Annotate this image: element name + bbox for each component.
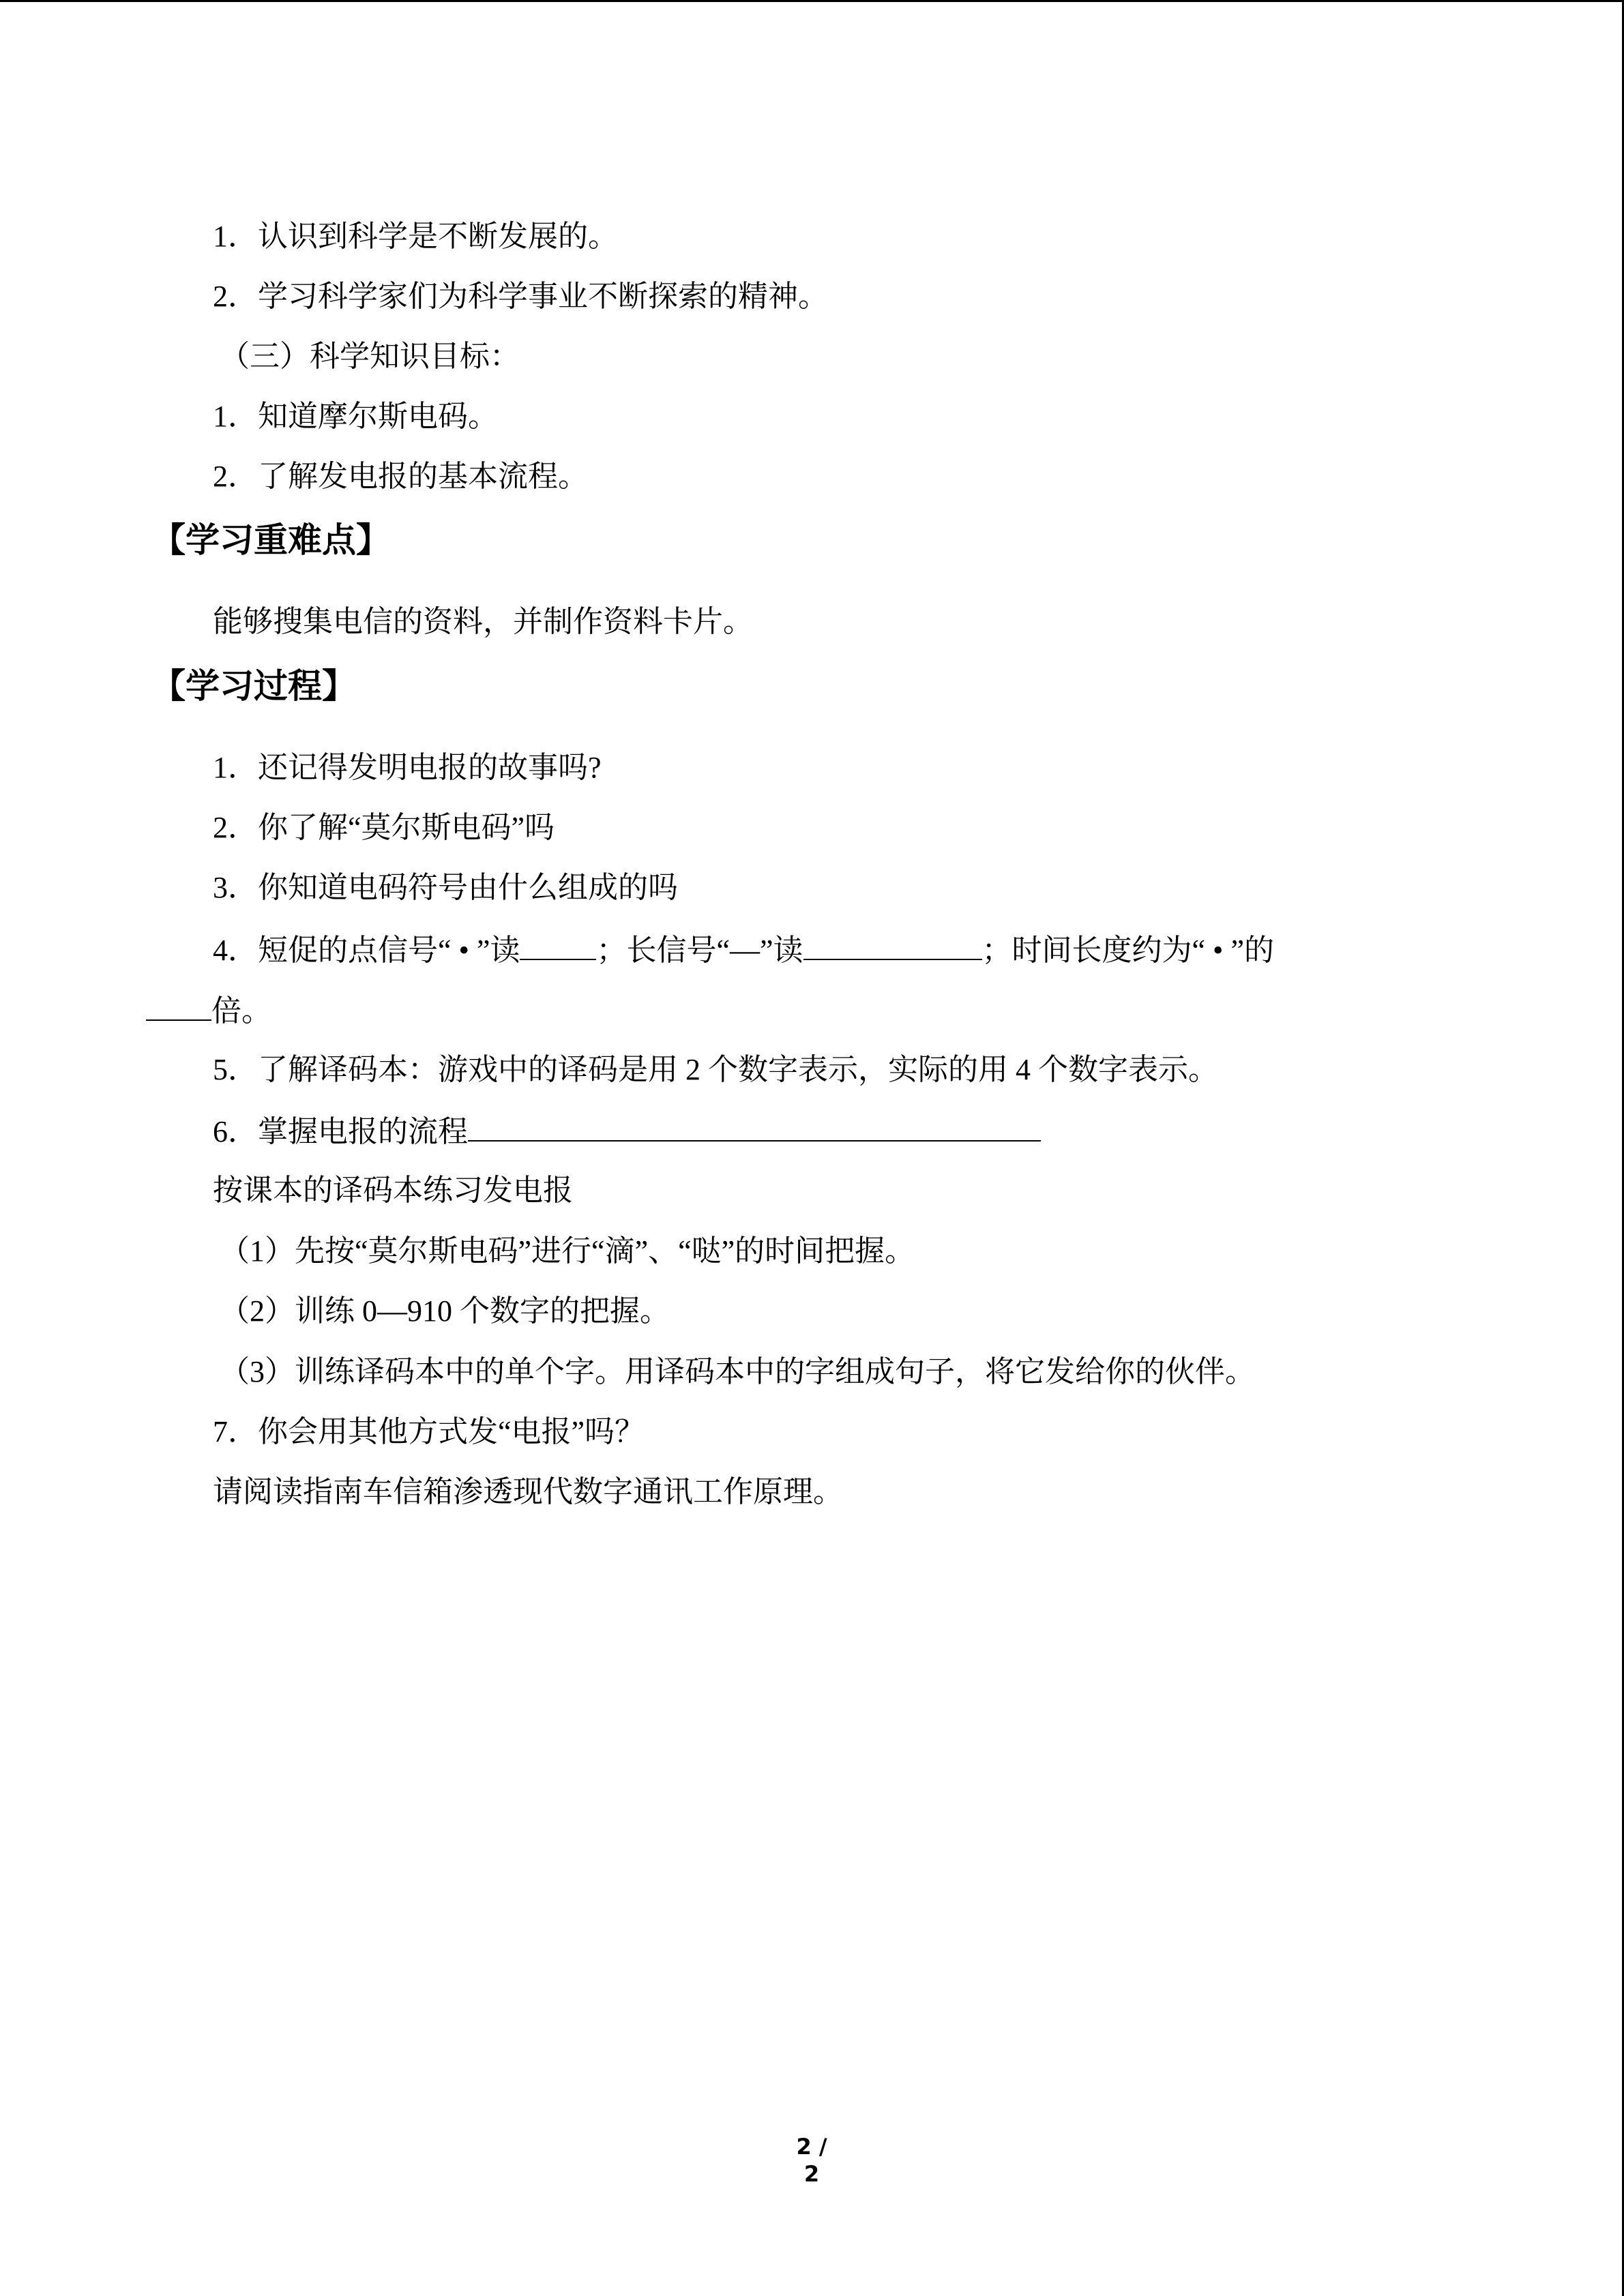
reading-suggestion: 请阅读指南车信箱渗透现代数字通讯工作原理。 [213, 1475, 843, 1508]
fill-blank-dot-reading[interactable] [520, 929, 596, 960]
page-number: 2 / 2 [796, 2134, 827, 2187]
question-4-part-d: 倍。 [211, 994, 271, 1028]
question-4-part-c: ；时间长度约为“ • ”的 [981, 934, 1274, 967]
fill-blank-multiple[interactable] [146, 989, 211, 1021]
process-question-2: 2．你了解“莫尔斯电码”吗 [213, 811, 555, 844]
practice-step-2: （2）训练 0—910 个数字的把握。 [220, 1294, 670, 1328]
fill-blank-telegram-flow[interactable] [468, 1110, 1041, 1142]
objective-item-3: 1．知道摩尔斯电码。 [213, 400, 498, 433]
process-question-3: 3．你知道电码符号由什么组成的吗 [213, 871, 678, 904]
process-question-4-continued [146, 989, 271, 1030]
process-question-1: 1．还记得发明电报的故事吗? [213, 751, 602, 784]
process-question-6 [213, 1110, 1041, 1151]
process-question-7: 7．你会用其他方式发“电报”吗？ [213, 1415, 645, 1448]
question-4-part-a: 4．短促的点信号“ • ”读 [213, 934, 520, 967]
key-points-heading: 【学习重难点】 [151, 520, 390, 560]
objective-item-1: 1．认识到科学是不断发展的。 [213, 220, 618, 253]
question-4-part-b: ；长信号“—”读 [596, 934, 803, 967]
practice-step-1: （1）先按“莫尔斯电码”进行“滴”、“哒”的时间把握。 [220, 1234, 915, 1268]
process-question-5: 5．了解译码本：游戏中的译码是用 2 个数字表示，实际的用 4 个数字表示。 [213, 1053, 1218, 1086]
practice-step-3: （3）训练译码本中的单个字。用译码本中的字组成句子，将它发给你的伙伴。 [220, 1355, 1255, 1388]
objective-subheading: （三）科学知识目标： [220, 340, 520, 373]
objective-item-2: 2．学习科学家们为科学事业不断探索的精神。 [213, 280, 828, 313]
process-heading: 【学习过程】 [151, 666, 356, 706]
fill-blank-dash-reading[interactable] [803, 929, 982, 960]
practice-instruction: 按课本的译码本练习发电报 [213, 1174, 573, 1207]
key-points-text: 能够搜集电信的资料，并制作资料卡片。 [213, 605, 753, 638]
question-6-text: 6．掌握电报的流程 [213, 1115, 468, 1148]
page-top-border [0, 0, 1624, 2]
process-question-4 [213, 929, 1274, 970]
objective-item-4: 2．了解发电报的基本流程。 [213, 460, 588, 493]
